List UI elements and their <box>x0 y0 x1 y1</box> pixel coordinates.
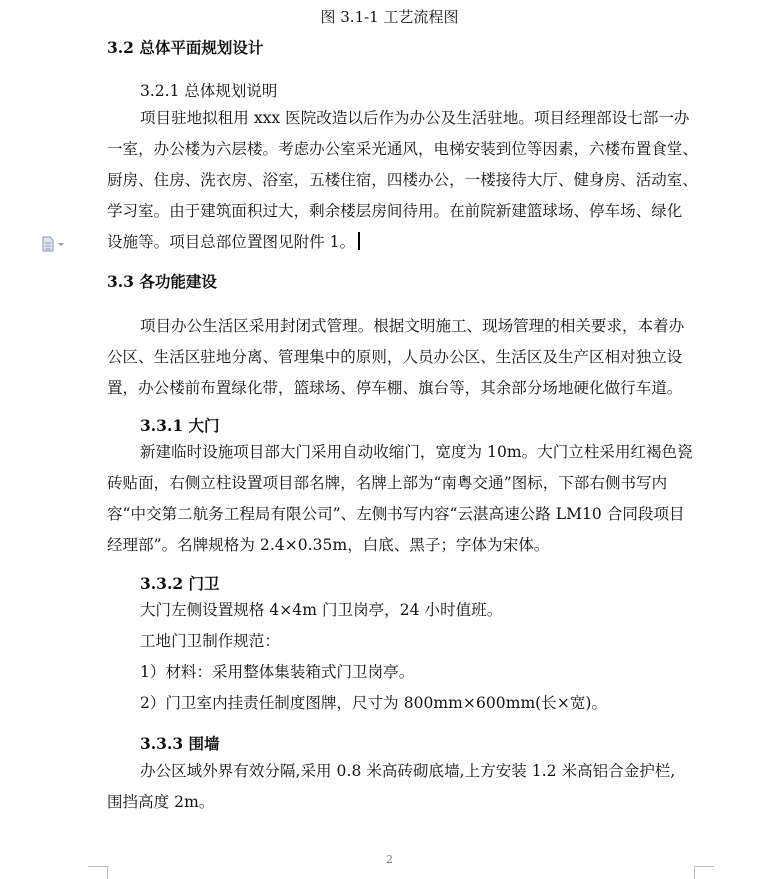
paragraph-line: 项目驻地拟租用 xxx 医院改造以后作为办公及生活驻地。项目经理部设七部一办 <box>140 109 690 127</box>
paragraph-line: 置，办公楼前布置绿化带，篮球场、停车棚、旗台等，其余部分场地硬化做行车道。 <box>107 379 683 397</box>
paragraph-line: 办公区域外界有效分隔,采用 0.8 米高砖砌底墙,上方安装 1.2 米高铝合金护栏, <box>140 762 676 780</box>
page-corner-mark <box>88 866 108 879</box>
page-number: 2 <box>386 853 393 866</box>
paragraph-line: 大门左侧设置规格 4×4m 门卫岗亭，24 小时值班。 <box>140 601 503 619</box>
paragraph-line[interactable] <box>107 230 360 252</box>
page-corner-mark <box>107 866 108 879</box>
figure-caption: 图 3.1-1 工艺流程图 <box>320 8 459 26</box>
heading-3-3: 3.3 各功能建设 <box>107 272 217 291</box>
list-item: 1）材料：采用整体集装箱式门卫岗亭。 <box>140 663 415 681</box>
text-cursor <box>358 232 360 250</box>
heading-3-3-3: 3.3.3 围墙 <box>140 734 220 753</box>
paragraph-text: 设施等。项目总部位置图见附件 1。 <box>107 233 356 251</box>
heading-3-3-1: 3.3.1 大门 <box>140 416 220 435</box>
paragraph-line: 厨房、住房、洗衣房、浴室，五楼住宿，四楼办公，一楼接待大厅、健身房、活动室、 <box>107 171 698 189</box>
heading-3-3-2: 3.3.2 门卫 <box>140 574 220 593</box>
paragraph-line: 公区、生活区驻地分离、管理集中的原则，人员办公区、生活区及生产区相对独立设 <box>107 348 683 366</box>
paragraph-line: 工地门卫制作规范： <box>140 632 280 650</box>
heading-3-2: 3.2 总体平面规划设计 <box>107 38 264 57</box>
paragraph-line: 一室，办公楼为六层楼。考虑办公室采光通风，电梯安装到位等因素，六楼布置食堂、 <box>107 140 698 158</box>
paragraph-line: 容“中交第二航务工程局有限公司”、左侧书写内容“云湛高速公路 LM10 合同段项目 <box>107 505 685 523</box>
paragraph-line: 新建临时设施项目部大门采用自动收缩门，宽度为 10m。大门立柱采用红褐色瓷 <box>140 443 693 461</box>
page-corner-mark <box>694 866 714 879</box>
document-icon[interactable] <box>41 236 69 252</box>
paragraph-line: 经理部”。名牌规格为 2.4×0.35m，白底、黑子；字体为宋体。 <box>107 536 550 554</box>
list-item: 2）门卫室内挂责任制度图牌，尺寸为 800mm×600mm(长×宽)。 <box>140 694 608 712</box>
page-corner-mark <box>694 866 695 879</box>
paragraph-line: 学习室。由于建筑面积过大，剩余楼层房间待用。在前院新建篮球场、停车场、绿化 <box>107 202 683 220</box>
heading-3-2-1: 3.2.1 总体规划说明 <box>140 82 278 100</box>
paragraph-line: 围挡高度 2m。 <box>107 793 215 811</box>
paragraph-line: 项目办公生活区采用封闭式管理。根据文明施工、现场管理的相关要求，本着办 <box>140 317 685 335</box>
paragraph-line: 砖贴面，右侧立柱设置项目部名牌，名牌上部为“南粤交通”图标，下部右侧书写内 <box>107 474 668 492</box>
